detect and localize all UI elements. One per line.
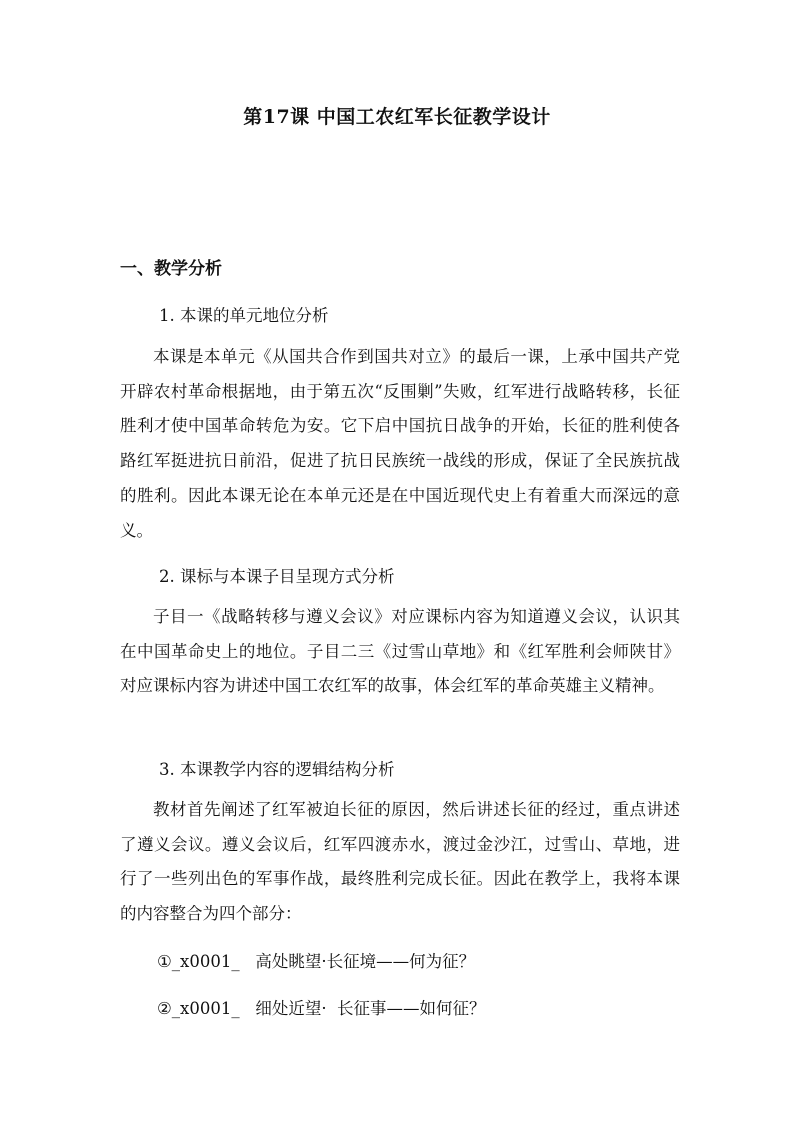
paragraph-logic-structure: 教材首先阐述了红军被迫长征的原因，然后讲述长征的经过，重点讲述了遵义会议。遵义会议后，红军四渡赤水，渡过金沙江，过雪山、草地，进行了一些列出色的军事作战，最终胜利完成长征。因此在教学上，我将本课的内容整合为四个部分： [120,800,680,924]
subsection-heading-curriculum-standard: 2. 课标与本课子目呈现方式分析 [159,567,395,586]
list-item: ①_x0001_ 高处眺望·长征境——何为征？ [157,952,476,971]
list-item: ②_x0001_ 细处近望· 长征事——如何征？ [157,999,486,1018]
subsection-heading-logic-structure: 3. 本课教学内容的逻辑结构分析 [159,760,395,779]
subsection-heading-unit-position: 1. 本课的单元地位分析 [159,306,329,325]
section-heading-teaching-analysis: 一、教学分析 [120,259,222,279]
paragraph-curriculum-standard: 子目一《战略转移与遵义会议》对应课标内容为知道遵义会议，认识其在中国革命史上的地位。子目二三《过雪山草地》和《红军胜利会师陕甘》对应课标内容为讲述中国工农红军的故事，体会红军的革命英雄主义精神。 [120,607,680,696]
paragraph-unit-position: 本课是本单元《从国共合作到国共对立》的最后一课，上承中国共产党开辟农村革命根据地，由于第五次“反围剿”失败，红军进行战略转移，长征胜利才使中国革命转危为安。它下启中国抗日战争的开始，长征的胜利使各路红军挺进抗日前沿，促进了抗日民族统一战线的形成，保证了全民族抗战的胜利。因此本课无论在本单元还是在中国近现代史上有着重大而深远的意义。 [120,347,680,540]
page-title: 第17课 中国工农红军长征教学设计 [243,106,551,128]
